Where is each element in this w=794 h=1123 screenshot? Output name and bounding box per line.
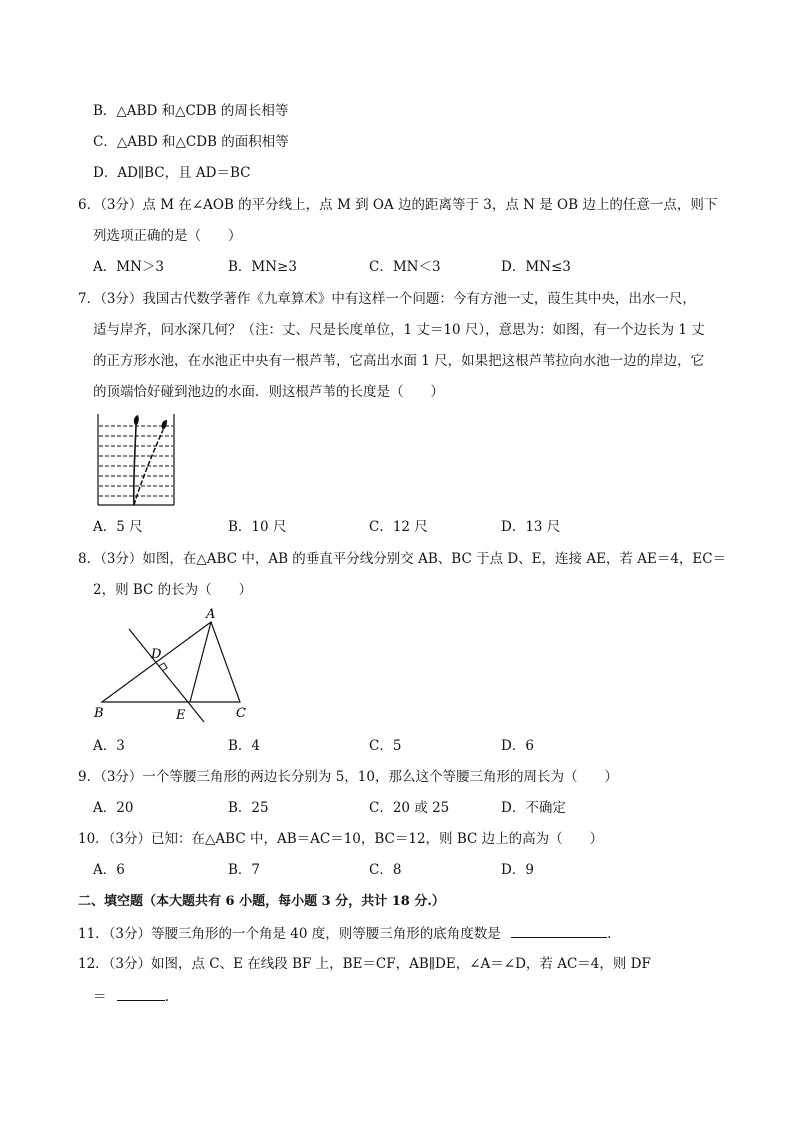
q6-options <box>93 257 713 277</box>
q10-options <box>93 860 713 880</box>
section-heading-fill-in: 二、填空题（本大题共有 6 小题，每小题 3 分，共计 18 分.） <box>78 894 445 909</box>
q11-text: 11．（3分）等腰三角形的一个角是 40 度，则等腰三角形的底角度数是 <box>78 926 501 942</box>
q9-options <box>93 798 713 818</box>
q7-option-d: D．13 尺 <box>501 519 561 535</box>
q12-end: . <box>164 989 170 1005</box>
q6-stem-line1: 6．（3分）点 M 在∠AOB 的平分线上，点 M 到 OA 边的距离等于 3，点 N 是 OB 边上的任意一点，则下 <box>78 197 718 213</box>
q7-stem-line1: 7．（3分）我国古代数学著作《九章算术》中有这样一个问题：今有方池一丈，葭生其中央，出水一尺， <box>78 291 696 307</box>
q5-option-d: D．AD∥BC，且 AD＝BC <box>93 165 251 181</box>
q8-option-a: A．3 <box>93 738 125 754</box>
q8-triangle-figure <box>88 604 258 726</box>
q11-answer-blank[interactable] <box>511 923 607 938</box>
q11-stem <box>78 923 611 944</box>
q6-option-d: D．MN≤3 <box>501 259 571 275</box>
q7-option-c: C．12 尺 <box>369 519 428 535</box>
q10-option-c: C．8 <box>369 862 402 878</box>
q7-pond-reed-figure <box>96 412 180 508</box>
q6-stem-line2: 列选项正确的是（ ） <box>93 228 242 244</box>
q5-option-c: C．△ABD 和△CDB 的面积相等 <box>93 134 289 150</box>
q8-label-e: E <box>176 708 186 723</box>
q8-stem-line1: 8．（3分）如图，在△ABC 中，AB 的垂直平分线分别交 AB、BC 于点 D、E，连接 AE，若 AE＝4，EC＝ <box>78 551 727 567</box>
q9-option-d: D．不确定 <box>501 800 566 816</box>
q8-label-b: B <box>94 706 104 721</box>
q12-stem-line2 <box>93 986 169 1007</box>
q6-option-a: A．MN＞3 <box>93 259 164 275</box>
q12-stem-line1: 12．（3分）如图，点 C、E 在线段 BF 上，BE＝CF，AB∥DE，∠A＝∠D，若 AC＝4，则 DF <box>78 956 651 972</box>
q8-option-b: B．4 <box>228 738 261 754</box>
q8-option-d: D．6 <box>501 738 534 754</box>
q12-answer-blank[interactable] <box>117 986 165 1001</box>
q8-options <box>93 736 713 756</box>
q8-option-c: C．5 <box>369 738 402 754</box>
q5-option-b: B．△ABD 和△CDB 的周长相等 <box>93 103 289 119</box>
q7-stem-line2: 适与岸齐，问水深几何？（注：丈、尺是长度单位，1 丈＝10 尺），意思为：如图，有一个边长为 1 丈 <box>93 322 705 338</box>
q7-option-a: A．5 尺 <box>93 519 143 535</box>
q8-label-d: D <box>151 647 162 662</box>
q7-option-b: B．10 尺 <box>228 519 287 535</box>
q6-option-c: C．MN＜3 <box>369 259 441 275</box>
q10-option-a: A．6 <box>93 862 125 878</box>
q8-label-c: C <box>236 706 246 721</box>
q8-stem-line2: 2，则 BC 的长为（ ） <box>93 582 253 598</box>
q12-equals: ＝ <box>93 989 107 1005</box>
q9-option-c: C．20 或 25 <box>369 800 450 816</box>
q7-stem-line4: 的顶端恰好碰到池边的水面．则这根芦苇的长度是（ ） <box>93 384 444 400</box>
q11-end: . <box>607 926 612 942</box>
q10-option-b: B．7 <box>228 862 261 878</box>
q9-option-b: B．25 <box>228 800 269 816</box>
q7-stem-line3: 的正方形水池，在水池正中央有一根芦苇，它高出水面 1 尺，如果把这根芦苇拉向水池一边的岸边，它 <box>93 353 705 369</box>
q9-stem: 9．（3分）一个等腰三角形的两边长分别为 5，10，那么这个等腰三角形的周长为（ ） <box>78 769 618 785</box>
q8-label-a: A <box>206 607 216 622</box>
q10-stem: 10．（3分）已知：在△ABC 中，AB＝AC＝10，BC＝12，则 BC 边上的高为（ ） <box>78 831 604 847</box>
q9-option-a: A．20 <box>93 800 134 816</box>
q7-options <box>93 517 713 537</box>
q10-option-d: D．9 <box>501 862 534 878</box>
q6-option-b: B．MN≥3 <box>228 259 297 275</box>
